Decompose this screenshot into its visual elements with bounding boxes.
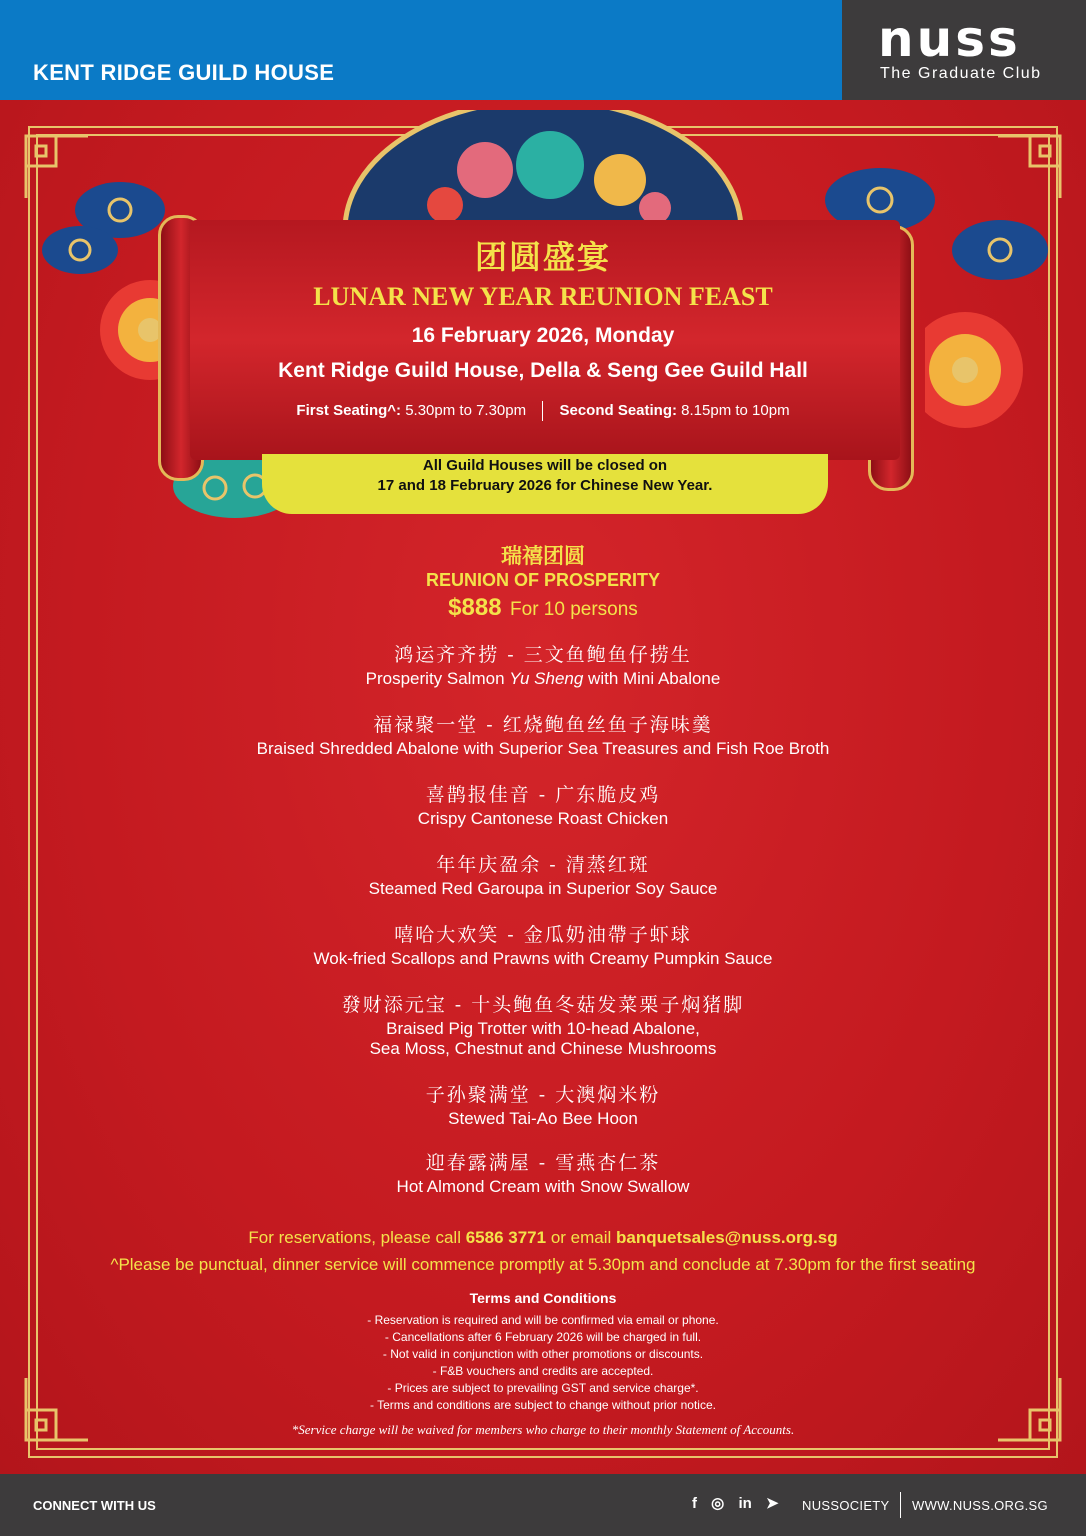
menu-price	[0, 594, 1086, 622]
social-handle[interactable]: NUSSOCIETY	[802, 1498, 890, 1513]
terms-item: - Reservation is required and will be confirmed via email or phone.	[367, 1313, 719, 1327]
title-english: LUNAR NEW YEAR REUNION FEAST	[313, 282, 773, 311]
dish-chinese: 發财添元宝 - 十头鲍鱼冬菇发菜栗子焖猪脚	[341, 994, 745, 1016]
terms-item: - Not valid in conjunction with other promotions or discounts.	[382, 1347, 704, 1361]
closure-notice-line2: 17 and 18 February 2026 for Chinese New Year.	[377, 477, 713, 494]
dish-chinese: 子孙聚满堂 - 大澳焖米粉	[425, 1084, 661, 1106]
dish-3	[0, 780, 1086, 829]
reservation-email[interactable]: banquetsales@nuss.org.sg	[616, 1228, 838, 1247]
terms-item: - Prices are subject to prevailing GST and service charge*.	[387, 1381, 699, 1395]
dish-chinese: 喜鹊报佳音 - 广东脆皮鸡	[425, 784, 661, 806]
terms-item: - F&B vouchers and credits are accepted.	[432, 1364, 654, 1378]
closure-notice	[262, 454, 828, 514]
logo-wordmark: nuss	[878, 10, 1021, 68]
second-seating-time: 8.15pm to 10pm	[681, 401, 790, 419]
dish-7	[0, 1080, 1086, 1129]
flower-arch-icon	[335, 110, 751, 230]
poster	[0, 100, 1086, 1474]
dish-english: Prosperity Salmon Yu Sheng with Mini Abalone	[365, 669, 721, 688]
footer-bar	[0, 1474, 1086, 1536]
price-persons: For 10 persons	[510, 599, 638, 620]
terms-list	[0, 1312, 1086, 1414]
linkedin-icon[interactable]: in	[738, 1495, 752, 1512]
dish-chinese: 迎春露满屋 - 雪燕杏仁茶	[425, 1152, 661, 1174]
price-amount: $888	[448, 594, 502, 621]
service-charge-footnote: *Service charge will be waived for members who charge to their monthly Statement of Accounts.	[291, 1422, 795, 1437]
menu-name-chinese: 瑞禧团圆	[501, 544, 585, 568]
title-chinese: 团圆盛宴	[474, 238, 611, 276]
telegram-icon[interactable]: ➤	[765, 1495, 779, 1512]
event-date: 16 February 2026, Monday	[411, 324, 675, 347]
dish-2	[0, 710, 1086, 759]
dish-english-line2: Sea Moss, Chestnut and Chinese Mushrooms	[369, 1039, 717, 1058]
dish-english: Wok-fried Scallops and Prawns with Creamy Pumpkin Sauce	[313, 949, 773, 968]
event-venue: Kent Ridge Guild House, Della & Seng Gee Guild Hall	[278, 359, 808, 382]
seating-divider	[542, 401, 543, 421]
dish-english: Steamed Red Garoupa in Superior Soy Sauce	[368, 879, 718, 898]
logo-subtitle: The Graduate Club	[880, 65, 1042, 82]
menu-name-english: REUNION OF PROSPERITY	[425, 570, 661, 590]
dish-chinese: 福禄聚一堂 - 红烧鲍鱼丝鱼子海味羹	[373, 714, 713, 736]
first-seating-label: First Seating^:	[296, 401, 402, 419]
instagram-icon[interactable]: ◎	[711, 1495, 725, 1512]
dish-8	[0, 1148, 1086, 1197]
dish-english: Hot Almond Cream with Snow Swallow	[396, 1177, 690, 1196]
second-seating-label: Second Seating:	[559, 401, 677, 419]
reservation-line: For reservations, please call 6586 3771 or email banquetsales@nuss.org.sg	[248, 1228, 838, 1247]
connect-label: CONNECT WITH US	[33, 1498, 156, 1513]
dish-english: Crispy Cantonese Roast Chicken	[417, 809, 669, 828]
facebook-icon[interactable]: f	[692, 1495, 697, 1512]
dish-english: Stewed Tai-Ao Bee Hoon	[448, 1109, 638, 1128]
nuss-logo[interactable]	[842, 0, 1086, 100]
dish-1	[0, 640, 1086, 689]
terms-title: Terms and Conditions	[469, 1290, 617, 1306]
punctual-note: ^Please be punctual, dinner service will commence promptly at 5.30pm and conclude at 7.30pm for the first seating	[110, 1255, 976, 1274]
dish-4	[0, 850, 1086, 899]
terms-item: - Cancellations after 6 February 2026 will be charged in full.	[384, 1330, 702, 1344]
social-icons	[692, 1494, 779, 1512]
dish-5	[0, 920, 1086, 969]
footer-divider	[900, 1492, 901, 1518]
guild-house-title: KENT RIDGE GUILD HOUSE	[33, 60, 335, 85]
dish-6	[0, 990, 1086, 1059]
dish-chinese: 嘻哈大欢笑 - 金瓜奶油帶子虾球	[394, 924, 692, 946]
dish-english: Braised Pig Trotter with 10-head Abalone,	[386, 1019, 700, 1038]
dish-english: Braised Shredded Abalone with Superior Sea Treasures and Fish Roe Broth	[256, 739, 830, 758]
closure-notice-line1: All Guild Houses will be closed on	[422, 457, 668, 474]
dish-chinese: 年年庆盈余 - 清蒸红斑	[436, 854, 650, 876]
dish-chinese: 鸿运齐齐捞 - 三文鱼鲍鱼仔捞生	[394, 644, 692, 666]
terms-item: - Terms and conditions are subject to change without prior notice.	[370, 1398, 716, 1412]
reservation-phone[interactable]: 6586 3771	[465, 1228, 547, 1247]
seating-times	[0, 401, 1086, 421]
first-seating-time: 5.30pm to 7.30pm	[405, 401, 527, 419]
website-link[interactable]: WWW.NUSS.ORG.SG	[912, 1498, 1048, 1513]
header-bar	[0, 0, 842, 100]
